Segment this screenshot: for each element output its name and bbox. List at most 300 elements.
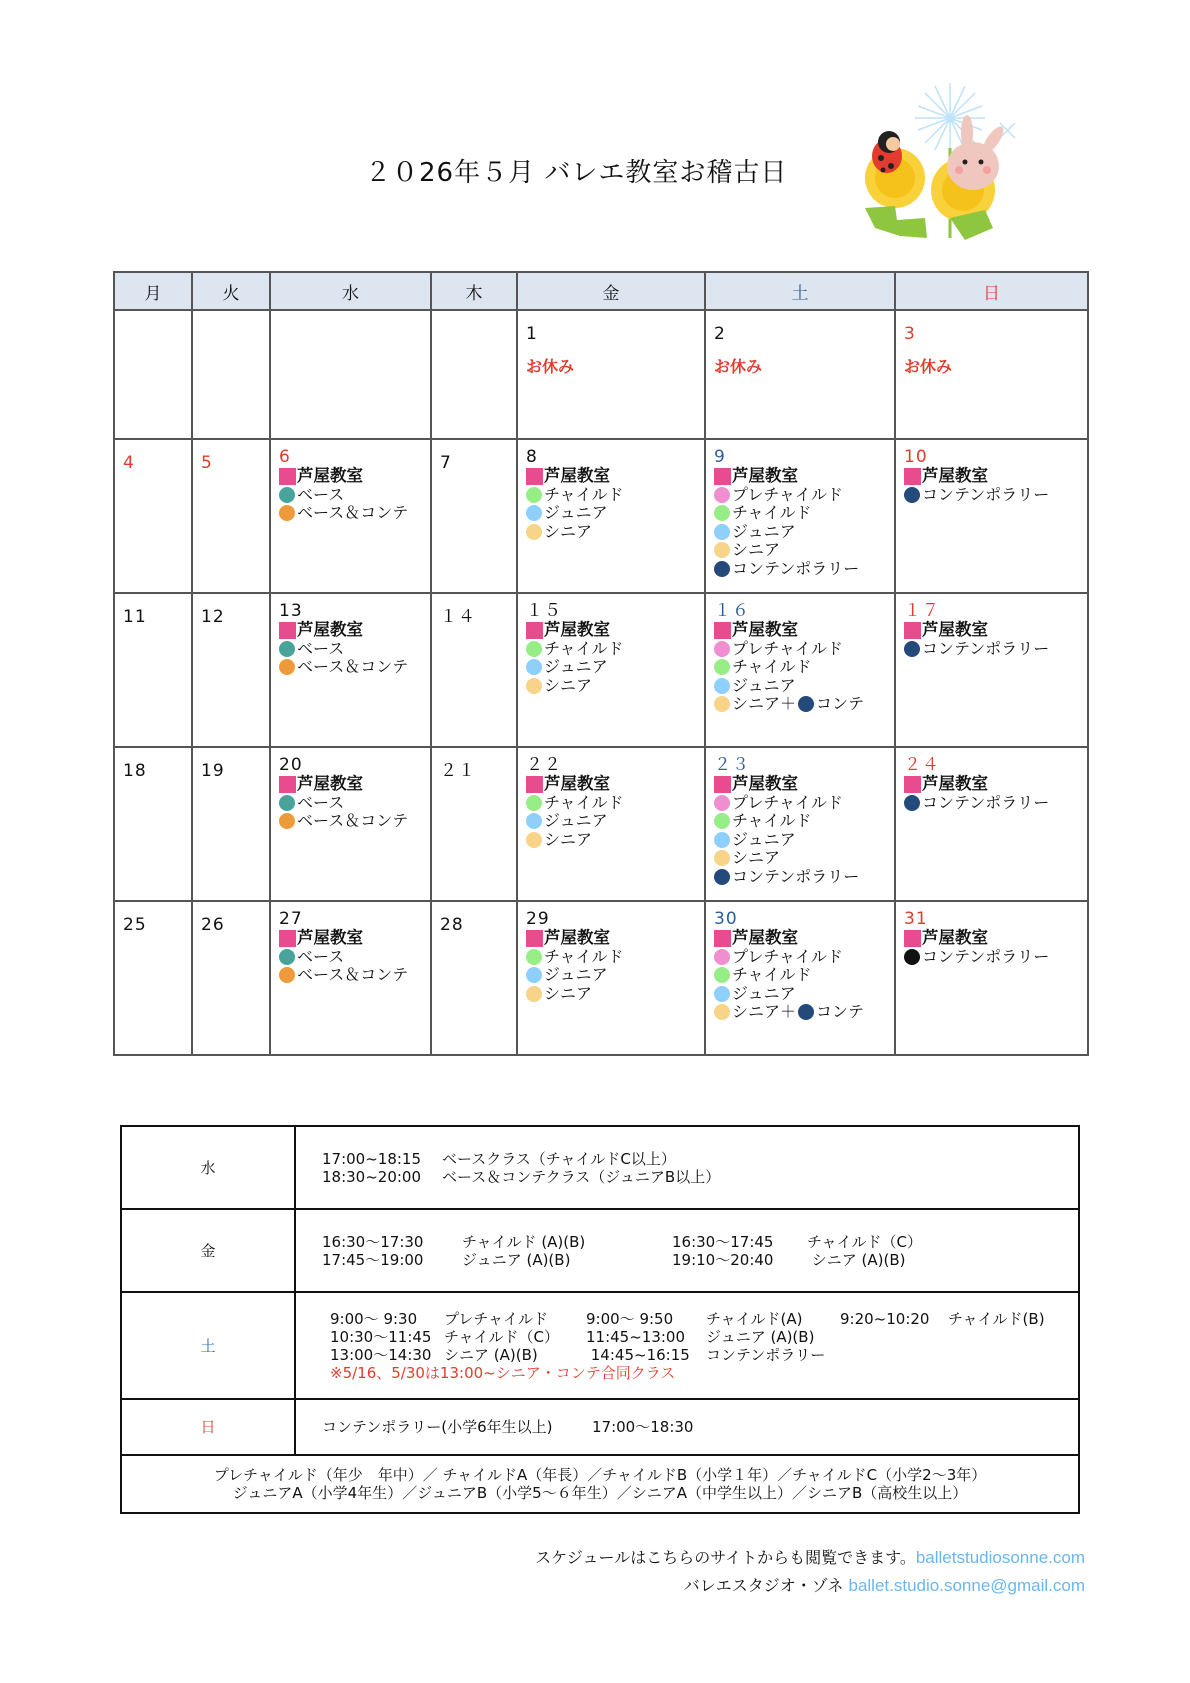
- class-label: シニア: [732, 848, 781, 867]
- schedule-line: [322, 1310, 1078, 1328]
- day-number: 30: [714, 909, 738, 929]
- day-number: 9: [714, 447, 726, 467]
- calendar-day-cell: [895, 310, 1088, 439]
- footer-website-line: [535, 1545, 1085, 1568]
- day-number: 31: [904, 909, 928, 929]
- studio-location: [526, 467, 696, 486]
- studio-location: [279, 929, 422, 948]
- class-item: [714, 868, 886, 887]
- day-number: 7: [440, 453, 452, 473]
- weekday-sat: 土: [705, 272, 895, 310]
- footer-contact-line: [684, 1573, 1085, 1596]
- class-name: チャイルド（C）: [444, 1327, 560, 1346]
- class-item: [526, 486, 696, 505]
- schedule-row-sat: [121, 1292, 1079, 1399]
- class-color-dot-icon: [279, 487, 295, 503]
- weekday-header-row: [114, 272, 1088, 310]
- calendar-day-cell: [192, 901, 270, 1055]
- calendar-day-cell: [114, 901, 192, 1055]
- class-color-dot-icon: [714, 696, 730, 712]
- class-color-dot-icon: [279, 967, 295, 983]
- class-label: シニア: [732, 540, 781, 559]
- calendar-day-cell: [270, 593, 431, 747]
- class-color-dot-icon: [714, 967, 730, 983]
- class-item: [526, 677, 696, 696]
- calendar-day-cell: [517, 439, 705, 593]
- class-color-dot-icon: [714, 795, 730, 811]
- day-number: １４: [440, 607, 476, 627]
- studio-name: バレエスタジオ・ゾネ: [683, 1576, 849, 1595]
- pink-square-icon: [904, 930, 921, 947]
- class-item: [279, 486, 422, 505]
- day-number: 19: [201, 761, 225, 781]
- class-color-dot-icon: [714, 1004, 730, 1020]
- class-color-dot-icon: [526, 505, 542, 521]
- class-label: ベース＆コンテ: [297, 503, 409, 522]
- pink-square-icon: [279, 468, 296, 485]
- class-color-dot-icon: [279, 813, 295, 829]
- class-label: ジュニア: [544, 657, 608, 676]
- calendar-day-cell: [431, 439, 517, 593]
- studio-location: [904, 621, 1079, 640]
- class-name: ベースクラス（チャイルドC以上）: [442, 1149, 676, 1168]
- holiday-label: お休み: [526, 357, 575, 376]
- class-label: コンテンポラリー: [732, 558, 860, 578]
- class-item: [526, 794, 696, 813]
- schedule-line: [322, 1168, 1078, 1186]
- class-color-dot-icon: [904, 795, 920, 811]
- studio-location: [904, 467, 1079, 486]
- class-name: チャイルド (A)(B): [462, 1232, 586, 1251]
- class-item: [714, 985, 886, 1004]
- class-name: プレチャイルド: [444, 1309, 548, 1328]
- schedule-day-label: 日: [121, 1399, 295, 1455]
- calendar-day-cell: [270, 747, 431, 901]
- class-label: コンテンポラリー: [922, 792, 1050, 812]
- class-color-dot-icon: [798, 1004, 814, 1020]
- class-item: [714, 486, 886, 505]
- studio-location-label: 芦屋教室: [922, 620, 988, 639]
- class-item: [279, 966, 422, 985]
- class-item: [279, 948, 422, 967]
- class-label: シニア: [544, 521, 593, 541]
- calendar-day-cell: [270, 439, 431, 593]
- time: 10:30〜11:45: [330, 1327, 432, 1346]
- calendar-day-cell: [517, 901, 705, 1055]
- footer-text: スケジュールはこちらのサイトからも閲覧できます。: [535, 1548, 916, 1567]
- day-number: 28: [440, 915, 464, 935]
- class-name: シニア (A)(B): [807, 1250, 906, 1269]
- page-title: ２０26年５月 バレエ教室お稽古日: [365, 158, 788, 188]
- class-color-dot-icon: [714, 986, 730, 1002]
- day-number: １７: [904, 601, 940, 621]
- pink-square-icon: [526, 622, 543, 639]
- class-item: [714, 695, 886, 714]
- class-color-dot-icon: [714, 487, 730, 503]
- studio-location: [904, 775, 1079, 794]
- weekday-tue: 火: [192, 272, 270, 310]
- class-item: [714, 640, 886, 659]
- calendar-day-cell: [192, 439, 270, 593]
- class-label: プレチャイルド: [732, 946, 843, 966]
- weekday-wed: 水: [270, 272, 431, 310]
- time: 16:30〜17:30: [322, 1232, 424, 1251]
- pink-square-icon: [279, 930, 296, 947]
- weekday-thu: 木: [431, 272, 517, 310]
- calendar-grid: [113, 271, 1089, 1056]
- schedule-day-label: 水: [121, 1126, 295, 1209]
- class-name: シニア (A)(B): [444, 1345, 538, 1364]
- class-label: ベース＆コンテ: [297, 657, 409, 676]
- email-link[interactable]: ballet.studio.sonne@gmail.com: [848, 1576, 1085, 1595]
- day-number: ２４: [904, 755, 940, 775]
- studio-location: [279, 621, 422, 640]
- class-item: [526, 523, 696, 542]
- class-name: チャイルド（C）: [807, 1232, 923, 1251]
- class-label: ジュニア: [732, 829, 796, 849]
- pink-square-icon: [279, 776, 296, 793]
- class-label: ジュニア: [732, 521, 796, 541]
- pink-square-icon: [526, 468, 543, 485]
- class-color-dot-icon: [526, 641, 542, 657]
- class-color-dot-icon: [714, 678, 730, 694]
- studio-location: [279, 467, 422, 486]
- calendar-day-cell: [517, 593, 705, 747]
- studio-location: [714, 929, 886, 948]
- class-item: [714, 1003, 886, 1022]
- class-label: ジュニア: [544, 811, 608, 830]
- class-color-dot-icon: [526, 832, 542, 848]
- day-number: 4: [123, 453, 135, 473]
- class-item: [526, 948, 696, 967]
- calendar-day-cell: [270, 310, 431, 439]
- class-label: プレチャイルド: [732, 638, 843, 658]
- class-label: チャイルド: [732, 657, 812, 676]
- studio-location: [714, 621, 886, 640]
- class-item: [279, 658, 422, 677]
- class-name: ジュニア (A)(B): [706, 1327, 815, 1346]
- day-number: 11: [123, 607, 147, 627]
- class-label: シニア＋: [732, 1002, 797, 1021]
- class-label: チャイルド: [544, 792, 624, 812]
- calendar-day-cell: [114, 310, 192, 439]
- class-color-dot-icon: [526, 986, 542, 1002]
- class-label: コンテンポラリー: [922, 946, 1050, 966]
- calendar-day-cell: [705, 439, 895, 593]
- calendar-week-row: [114, 747, 1088, 901]
- class-color-dot-icon: [526, 795, 542, 811]
- calendar-day-cell: [705, 593, 895, 747]
- schedule-line: [322, 1346, 1078, 1364]
- schedule-day-label: 金: [121, 1209, 295, 1292]
- website-link[interactable]: balletstudiosonne.com: [915, 1548, 1085, 1567]
- class-label: ジュニア: [732, 675, 796, 695]
- studio-location-label: 芦屋教室: [297, 928, 363, 947]
- calendar-day-cell: [705, 747, 895, 901]
- class-color-dot-icon: [526, 524, 542, 540]
- studio-location: [714, 775, 886, 794]
- studio-location-label: 芦屋教室: [922, 774, 988, 793]
- studio-location-label: 芦屋教室: [922, 928, 988, 947]
- studio-location-label: 芦屋教室: [297, 774, 363, 793]
- class-item: [714, 849, 886, 868]
- day-number: １５: [526, 601, 562, 621]
- class-item: [526, 812, 696, 831]
- schedule-line: [322, 1418, 1078, 1436]
- studio-location-label: 芦屋教室: [732, 466, 798, 485]
- class-item: [714, 812, 886, 831]
- day-number: 8: [526, 447, 538, 467]
- class-label: ジュニア: [544, 965, 608, 984]
- calendar-day-cell: [192, 593, 270, 747]
- day-number: 18: [123, 761, 147, 781]
- time: 17:00〜18:30: [592, 1418, 694, 1436]
- class-color-dot-icon: [279, 505, 295, 521]
- class-item: [279, 812, 422, 831]
- studio-location: [526, 621, 696, 640]
- day-number: 5: [201, 453, 213, 473]
- calendar-day-cell: [114, 593, 192, 747]
- calendar-day-cell: [895, 593, 1088, 747]
- class-color-dot-icon: [714, 832, 730, 848]
- pink-square-icon: [526, 776, 543, 793]
- class-item: [526, 504, 696, 523]
- class-item: [714, 948, 886, 967]
- class-label: チャイルド: [544, 638, 624, 658]
- calendar-day-cell: [192, 747, 270, 901]
- day-number: 27: [279, 909, 303, 929]
- day-number: 25: [123, 915, 147, 935]
- class-label: チャイルド: [732, 811, 812, 830]
- class-label: コンテンポラリー: [922, 638, 1050, 658]
- class-color-dot-icon: [798, 696, 814, 712]
- class-name: チャイルド(A): [706, 1309, 803, 1328]
- studio-location: [904, 929, 1079, 948]
- class-color-dot-icon: [714, 561, 730, 577]
- class-item: [279, 640, 422, 659]
- weekday-mon: 月: [114, 272, 192, 310]
- class-color-dot-icon: [526, 949, 542, 965]
- class-name: チャイルド(B): [948, 1309, 1045, 1328]
- class-item: [526, 831, 696, 850]
- time: 9:00〜 9:50: [586, 1309, 674, 1328]
- holiday-label: お休み: [714, 357, 763, 376]
- class-color-dot-icon: [714, 524, 730, 540]
- pink-square-icon: [279, 622, 296, 639]
- studio-location: [714, 467, 886, 486]
- calendar-day-cell: [517, 310, 705, 439]
- class-color-dot-icon: [526, 813, 542, 829]
- class-schedule-table: [120, 1125, 1080, 1514]
- class-item: [904, 640, 1079, 659]
- class-color-dot-icon: [279, 641, 295, 657]
- class-color-dot-icon: [526, 967, 542, 983]
- pink-square-icon: [526, 930, 543, 947]
- studio-location: [526, 929, 696, 948]
- class-label: ベース: [297, 484, 345, 504]
- day-number: 12: [201, 607, 225, 627]
- pink-square-icon: [714, 776, 731, 793]
- calendar-day-cell: [431, 310, 517, 439]
- calendar-day-cell: [114, 747, 192, 901]
- studio-location-label: 芦屋教室: [297, 466, 363, 485]
- ladybug-bunny-dandelion-illustration-icon: [855, 78, 1025, 248]
- class-color-dot-icon: [904, 949, 920, 965]
- class-item: [714, 677, 886, 696]
- calendar-day-cell: [895, 901, 1088, 1055]
- day-number: 13: [279, 601, 303, 621]
- class-label: チャイルド: [544, 484, 624, 504]
- day-number: 2: [714, 324, 726, 344]
- time: 11:45~13:00: [586, 1327, 686, 1346]
- class-label: チャイルド: [544, 946, 624, 966]
- time: 14:45~16:15: [586, 1345, 690, 1364]
- class-color-dot-icon: [714, 659, 730, 675]
- class-color-dot-icon: [279, 795, 295, 811]
- class-color-dot-icon: [714, 542, 730, 558]
- studio-location-label: 芦屋教室: [544, 620, 610, 639]
- calendar-day-cell: [895, 439, 1088, 593]
- class-color-dot-icon: [714, 949, 730, 965]
- class-label: コンテ: [816, 1002, 865, 1021]
- pink-square-icon: [904, 622, 921, 639]
- class-label: チャイルド: [732, 965, 812, 984]
- time: 13:00〜14:30: [330, 1345, 432, 1364]
- calendar-day-cell: [270, 901, 431, 1055]
- calendar-day-cell: [431, 747, 517, 901]
- time: 16:30〜17:45: [672, 1232, 774, 1251]
- weekday-sun: 日: [895, 272, 1088, 310]
- studio-location: [526, 775, 696, 794]
- schedule-line: [322, 1251, 1078, 1269]
- time: 19:10〜20:40: [672, 1250, 774, 1269]
- studio-location-label: 芦屋教室: [732, 928, 798, 947]
- calendar-day-cell: [431, 901, 517, 1055]
- day-number: 1: [526, 324, 538, 344]
- class-color-dot-icon: [904, 487, 920, 503]
- calendar-week-row: [114, 901, 1088, 1055]
- class-label: ベース＆コンテ: [297, 811, 409, 830]
- schedule-row-wed: [121, 1126, 1079, 1209]
- class-name: ベース＆コンテクラス（ジュニアB以上）: [442, 1167, 721, 1186]
- class-item: [714, 523, 886, 542]
- pink-square-icon: [904, 468, 921, 485]
- studio-location-label: 芦屋教室: [732, 774, 798, 793]
- schedule-day-label: 土: [121, 1292, 295, 1399]
- class-color-dot-icon: [279, 949, 295, 965]
- time: 17:00~18:15: [322, 1149, 422, 1168]
- calendar-week-row: [114, 310, 1088, 439]
- schedule-row-fri: [121, 1209, 1079, 1292]
- schedule-line: [322, 1233, 1078, 1251]
- class-item: [279, 504, 422, 523]
- class-item: [714, 831, 886, 850]
- time: 9:20~10:20: [840, 1309, 930, 1328]
- studio-location-label: 芦屋教室: [544, 774, 610, 793]
- day-number: 26: [201, 915, 225, 935]
- studio-location-label: 芦屋教室: [544, 466, 610, 485]
- class-item: [714, 560, 886, 579]
- class-color-dot-icon: [526, 678, 542, 694]
- calendar-day-cell: [114, 439, 192, 593]
- day-number: 6: [279, 447, 291, 467]
- class-color-dot-icon: [526, 487, 542, 503]
- class-name: コンテンポラリー(小学6年生以上): [322, 1418, 553, 1436]
- time: 9:00〜 9:30: [330, 1309, 418, 1328]
- studio-location-label: 芦屋教室: [922, 466, 988, 485]
- class-item: [526, 640, 696, 659]
- class-label: シニア＋: [732, 694, 797, 713]
- time: 18:30~20:00: [322, 1167, 422, 1186]
- legend-line: プレチャイルド（年少 年中）／ チャイルドA（年長）／チャイルドB（小学１年）／チャイルドC（小学2〜3年）: [213, 1466, 987, 1484]
- day-number: 10: [904, 447, 928, 467]
- class-label: コンテンポラリー: [922, 484, 1050, 504]
- weekday-fri: 金: [517, 272, 705, 310]
- class-color-dot-icon: [714, 869, 730, 885]
- day-number: 20: [279, 755, 303, 775]
- class-label: シニア: [544, 983, 593, 1003]
- class-item: [526, 966, 696, 985]
- class-name: コンテンポラリー: [706, 1345, 826, 1364]
- class-label: ジュニア: [732, 983, 796, 1003]
- class-label: コンテンポラリー: [732, 866, 860, 886]
- class-label: プレチャイルド: [732, 792, 843, 812]
- calendar-day-cell: [895, 747, 1088, 901]
- day-number: ２３: [714, 755, 750, 775]
- class-item: [526, 658, 696, 677]
- class-color-dot-icon: [904, 641, 920, 657]
- class-item: [904, 794, 1079, 813]
- schedule-row-sun: [121, 1399, 1079, 1455]
- class-color-dot-icon: [279, 659, 295, 675]
- class-color-dot-icon: [714, 850, 730, 866]
- day-number: １６: [714, 601, 750, 621]
- class-item: [714, 966, 886, 985]
- studio-location-label: 芦屋教室: [732, 620, 798, 639]
- class-label: プレチャイルド: [732, 484, 843, 504]
- class-item: [526, 985, 696, 1004]
- class-name: ジュニア (A)(B): [462, 1250, 571, 1269]
- calendar-week-row: [114, 593, 1088, 747]
- day-number: ２２: [526, 755, 562, 775]
- class-label: チャイルド: [732, 503, 812, 522]
- class-item: [279, 794, 422, 813]
- day-number: 3: [904, 324, 916, 344]
- pink-square-icon: [714, 622, 731, 639]
- schedule-line: [322, 1150, 1078, 1168]
- studio-location-label: 芦屋教室: [297, 620, 363, 639]
- pink-square-icon: [714, 468, 731, 485]
- holiday-label: お休み: [904, 357, 953, 376]
- class-label: ジュニア: [544, 503, 608, 522]
- calendar-day-cell: [431, 593, 517, 747]
- class-label: ベース＆コンテ: [297, 965, 409, 984]
- class-label: シニア: [544, 829, 593, 849]
- calendar-day-cell: [517, 747, 705, 901]
- day-number: ２１: [440, 761, 476, 781]
- time: 17:45〜19:00: [322, 1250, 424, 1269]
- calendar-day-cell: [705, 310, 895, 439]
- saturday-note: ※5/16、5/30は13:00~シニア・コンテ合同クラス: [330, 1363, 676, 1382]
- class-item: [714, 658, 886, 677]
- class-color-dot-icon: [714, 813, 730, 829]
- pink-square-icon: [714, 930, 731, 947]
- class-level-legend-row: [121, 1455, 1079, 1513]
- class-item: [714, 794, 886, 813]
- class-label: ベース: [297, 946, 345, 966]
- studio-location-label: 芦屋教室: [544, 928, 610, 947]
- class-label: シニア: [544, 675, 593, 695]
